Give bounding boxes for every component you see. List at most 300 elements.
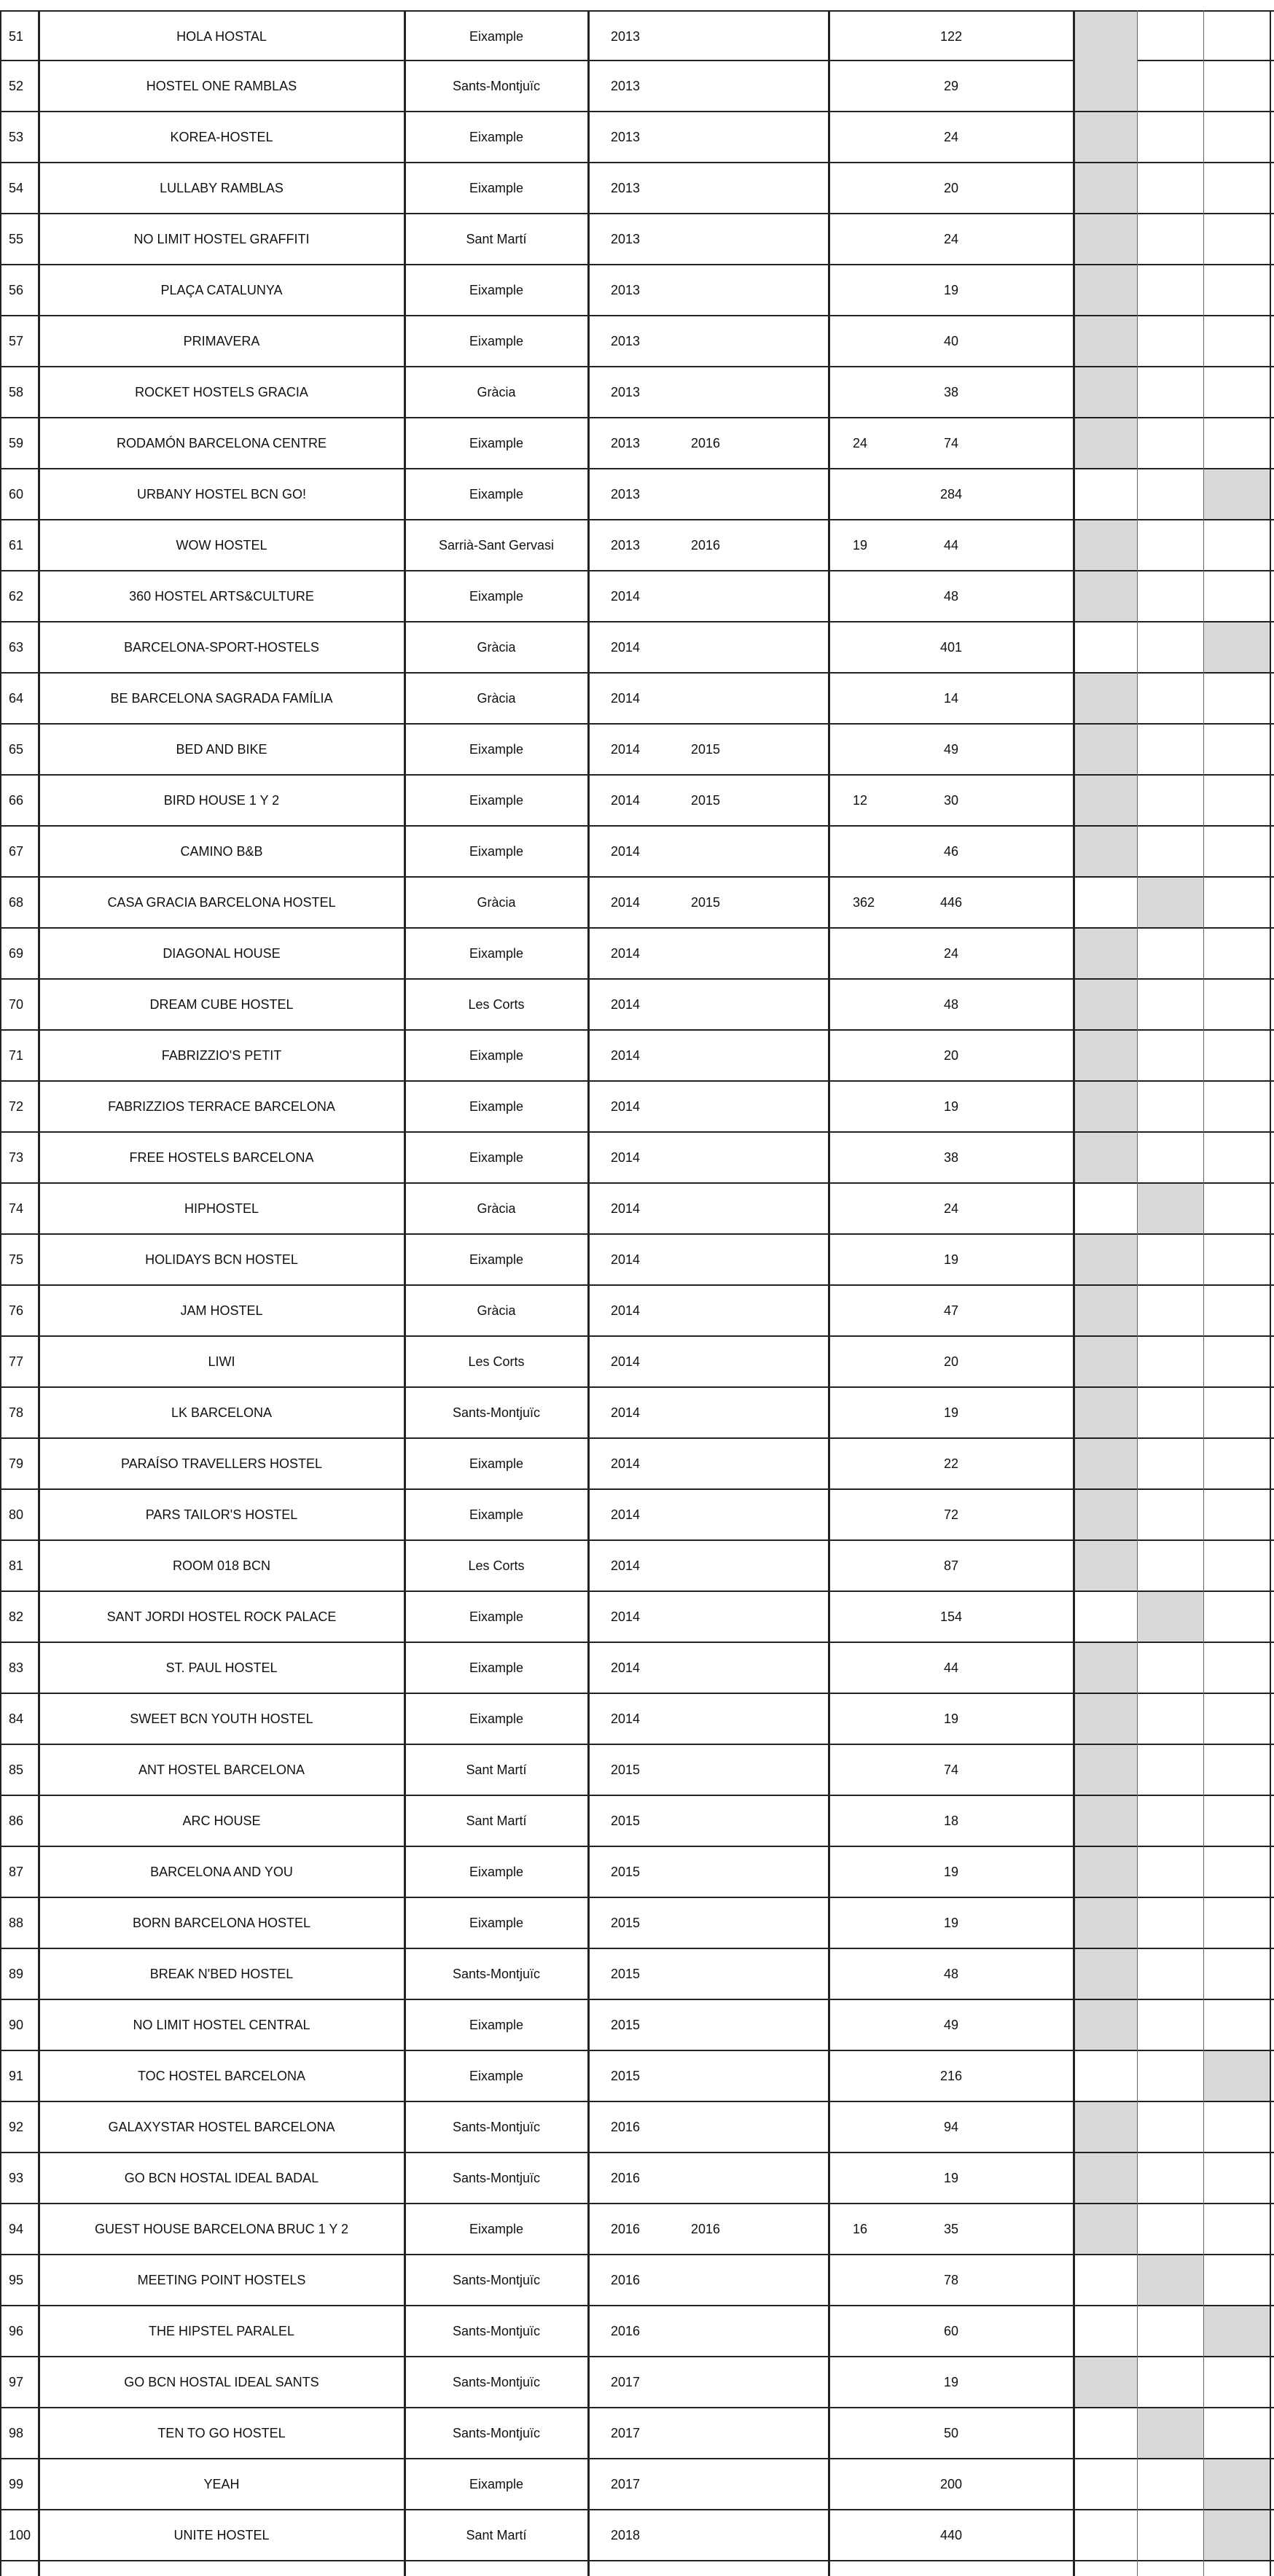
district: Eixample xyxy=(469,283,524,297)
hostel-name: BREAK N'BED HOSTEL xyxy=(149,1967,294,1981)
category-shade-cell xyxy=(1074,1796,1137,1846)
change-year xyxy=(691,1388,749,1437)
table-rule-category-2 xyxy=(1203,10,1204,2576)
opening-year: 2017 xyxy=(611,2375,641,2389)
category-shade-cell xyxy=(1203,2510,1270,2560)
table-row xyxy=(0,1388,1274,1439)
row-number: 51 xyxy=(9,29,24,44)
opening-year: 2013 xyxy=(611,436,641,450)
change-year xyxy=(691,1796,749,1846)
table-row xyxy=(0,1541,1274,1592)
places: 22 xyxy=(943,1456,959,1471)
change-year: 2015 xyxy=(691,895,721,910)
opening-year: 2014 xyxy=(611,1507,641,1522)
table-row xyxy=(0,929,1274,980)
row-number: 59 xyxy=(9,436,24,450)
category-shade-cell xyxy=(1074,1133,1137,1182)
district: Eixample xyxy=(469,2222,524,2236)
change-year xyxy=(691,163,749,213)
table-row xyxy=(0,214,1274,265)
district: Sant Martí xyxy=(466,1814,527,1828)
row-number: 55 xyxy=(9,232,24,246)
district: Eixample xyxy=(469,487,524,501)
row-number: 64 xyxy=(9,691,24,706)
district: Sant Martí xyxy=(466,1763,527,1777)
row-number: 100 xyxy=(9,2528,31,2542)
change-year xyxy=(691,2459,749,2509)
category-shade-cell xyxy=(1137,1592,1203,1642)
district: Eixample xyxy=(469,2069,524,2083)
table-row xyxy=(0,1847,1274,1898)
opening-year: 2014 xyxy=(611,793,641,808)
table-row xyxy=(0,2000,1274,2051)
previous-places: 16 xyxy=(853,2222,868,2236)
row-number: 79 xyxy=(9,1456,24,1471)
row-number: 62 xyxy=(9,589,24,604)
places: 38 xyxy=(943,1150,959,1165)
change-year xyxy=(691,1541,749,1591)
row-number: 87 xyxy=(9,1865,24,1879)
row-number: 61 xyxy=(9,538,24,553)
table-row xyxy=(0,112,1274,163)
category-shade-cell xyxy=(1074,316,1137,366)
district: Gràcia xyxy=(477,1303,516,1318)
previous-places: 12 xyxy=(853,793,868,808)
table-row xyxy=(0,265,1274,316)
district: Sarrià-Sant Gervasi xyxy=(438,538,555,553)
category-shade-cell xyxy=(1074,2000,1137,2050)
table-row xyxy=(0,367,1274,418)
hostel-name: GUEST HOUSE BARCELONA BRUC 1 Y 2 xyxy=(94,2222,349,2236)
places: 49 xyxy=(943,2018,959,2032)
category-shade-cell xyxy=(1074,980,1137,1029)
row-number: 90 xyxy=(9,2018,24,2032)
places: 18 xyxy=(943,1814,959,1828)
category-shade-cell xyxy=(1074,1286,1137,1335)
hostel-name: ROCKET HOSTELS GRACIA xyxy=(135,385,308,399)
change-year xyxy=(691,61,749,111)
places: 24 xyxy=(943,130,959,144)
row-number: 92 xyxy=(9,2120,24,2134)
table-row xyxy=(0,1184,1274,1235)
category-shade-cell xyxy=(1074,2102,1137,2152)
table-row xyxy=(0,2255,1274,2306)
category-shade-cell xyxy=(1074,61,1137,111)
category-shade-cell xyxy=(1074,12,1137,61)
table-row xyxy=(0,2306,1274,2357)
category-shade-cell xyxy=(1074,1235,1137,1284)
table-rule-right xyxy=(1270,10,1271,2576)
places: 19 xyxy=(943,1252,959,1267)
hostel-name: SANT JORDI HOSTEL ROCK PALACE xyxy=(106,1609,337,1624)
places: 446 xyxy=(939,895,963,910)
change-year xyxy=(691,2000,749,2050)
change-year: 2016 xyxy=(691,436,721,450)
hostel-name: RODAMÓN BARCELONA CENTRE xyxy=(116,436,327,450)
category-shade-cell xyxy=(1074,674,1137,723)
table-row xyxy=(0,1439,1274,1490)
district: Les Corts xyxy=(468,1354,525,1369)
hostel-name: ANT HOSTEL BARCELONA xyxy=(138,1763,305,1777)
places: 30 xyxy=(943,793,959,808)
places: 216 xyxy=(939,2069,963,2083)
hostel-name: GO BCN HOSTAL IDEAL SANTS xyxy=(124,2375,319,2389)
hostel-name: CASA GRACIA BARCELONA HOSTEL xyxy=(107,895,336,910)
opening-year: 2015 xyxy=(611,1967,641,1981)
hostel-name: SWEET BCN YOUTH HOSTEL xyxy=(130,1712,313,1726)
row-number: 75 xyxy=(9,1252,24,1267)
change-year xyxy=(691,1898,749,1948)
opening-year: 2014 xyxy=(611,1712,641,1726)
category-shade-cell xyxy=(1074,776,1137,825)
change-year xyxy=(691,1643,749,1693)
row-number: 99 xyxy=(9,2477,24,2491)
row-number: 93 xyxy=(9,2171,24,2185)
places: 74 xyxy=(943,436,959,450)
opening-year: 2016 xyxy=(611,2120,641,2134)
district: Eixample xyxy=(469,844,524,859)
table-row xyxy=(0,1031,1274,1082)
places: 48 xyxy=(943,997,959,1012)
district: Eixample xyxy=(469,1865,524,1879)
opening-year: 2015 xyxy=(611,1814,641,1828)
change-year xyxy=(691,1133,749,1182)
row-number: 84 xyxy=(9,1712,24,1726)
category-shade-cell xyxy=(1074,1949,1137,1999)
row-number: 53 xyxy=(9,130,24,144)
table-row xyxy=(0,2051,1274,2102)
hostel-name: BED AND BIKE xyxy=(176,742,267,757)
category-shade-cell xyxy=(1074,418,1137,468)
opening-year: 2017 xyxy=(611,2477,641,2491)
district: Eixample xyxy=(469,1150,524,1165)
district: Eixample xyxy=(469,589,524,604)
places: 35 xyxy=(943,2222,959,2236)
places: 20 xyxy=(943,1048,959,1063)
district: Sants-Montjuïc xyxy=(452,1967,541,1981)
table-row xyxy=(0,2357,1274,2408)
places: 44 xyxy=(943,1660,959,1675)
category-shade-cell xyxy=(1074,520,1137,570)
change-year xyxy=(691,980,749,1029)
change-year xyxy=(691,1745,749,1795)
category-shade-cell xyxy=(1137,1184,1203,1233)
opening-year: 2016 xyxy=(611,2273,641,2287)
district: Eixample xyxy=(469,2477,524,2491)
opening-year: 2013 xyxy=(611,181,641,195)
district: Eixample xyxy=(469,29,524,44)
hostel-name: NO LIMIT HOSTEL GRAFFITI xyxy=(133,232,310,246)
row-number: 65 xyxy=(9,742,24,757)
change-year xyxy=(691,2306,749,2356)
table-row xyxy=(0,1337,1274,1388)
places: 440 xyxy=(939,2528,963,2542)
district: Eixample xyxy=(469,2018,524,2032)
hostel-name: FREE HOSTELS BARCELONA xyxy=(129,1150,314,1165)
hostel-name: MEETING POINT HOSTELS xyxy=(137,2273,306,2287)
row-number: 97 xyxy=(9,2375,24,2389)
change-year xyxy=(691,1847,749,1897)
change-year xyxy=(691,2510,749,2560)
opening-year: 2014 xyxy=(611,1150,641,1165)
hostel-name: ROOM 018 BCN xyxy=(172,1558,271,1573)
hostel-name: URBANY HOSTEL BCN GO! xyxy=(136,487,307,501)
change-year xyxy=(691,1337,749,1386)
district: Les Corts xyxy=(468,997,525,1012)
category-shade-cell xyxy=(1137,878,1203,927)
category-shade-cell xyxy=(1074,265,1137,315)
change-year xyxy=(691,1592,749,1642)
district: Gràcia xyxy=(477,640,516,655)
hostel-name: 360 HOSTEL ARTS&CULTURE xyxy=(129,589,314,604)
opening-year: 2014 xyxy=(611,1252,641,1267)
table-row xyxy=(0,1694,1274,1745)
table-row xyxy=(0,1796,1274,1847)
table-rule-after-district xyxy=(587,10,590,2576)
hostel-name: BARCELONA-SPORT-HOSTELS xyxy=(124,640,319,655)
places: 48 xyxy=(943,589,959,604)
category-shade-cell xyxy=(1074,929,1137,978)
opening-year: 2015 xyxy=(611,1916,641,1930)
change-year xyxy=(691,674,749,723)
row-number: 95 xyxy=(9,2273,24,2287)
category-shade-cell xyxy=(1074,1082,1137,1131)
hostel-name: HOLA HOSTAL xyxy=(176,29,267,44)
row-number: 89 xyxy=(9,1967,24,1981)
table-row xyxy=(0,725,1274,776)
places: 24 xyxy=(943,232,959,246)
change-year xyxy=(691,1031,749,1080)
district: Gràcia xyxy=(477,691,516,706)
district: Eixample xyxy=(469,1609,524,1624)
row-number: 94 xyxy=(9,2222,24,2236)
hostel-name: PLAÇA CATALUNYA xyxy=(160,283,283,297)
hostel-name: JAM HOSTEL xyxy=(180,1303,263,1318)
hostel-name: TEN TO GO HOSTEL xyxy=(157,2426,286,2440)
opening-year: 2016 xyxy=(611,2171,641,2185)
row-number: 76 xyxy=(9,1303,24,1318)
table-row xyxy=(0,2510,1274,2561)
hostel-name: FABRIZZIOS TERRACE BARCELONA xyxy=(108,1099,335,1114)
opening-year: 2013 xyxy=(611,79,641,93)
table-row xyxy=(0,980,1274,1031)
places: 19 xyxy=(943,2375,959,2389)
places: 19 xyxy=(943,2171,959,2185)
places: 87 xyxy=(943,1558,959,1573)
row-number: 66 xyxy=(9,793,24,808)
hostel-name: PARS TAILOR'S HOSTEL xyxy=(145,1507,298,1522)
change-year xyxy=(691,827,749,876)
previous-places: 19 xyxy=(853,538,868,553)
opening-year: 2014 xyxy=(611,997,641,1012)
category-shade-cell xyxy=(1203,622,1270,672)
table-row xyxy=(0,418,1274,469)
opening-year: 2014 xyxy=(611,1048,641,1063)
category-shade-cell xyxy=(1203,2051,1270,2101)
category-shade-cell xyxy=(1074,367,1137,417)
category-shade-cell xyxy=(1074,1643,1137,1693)
row-number: 57 xyxy=(9,334,24,348)
change-year xyxy=(691,929,749,978)
change-year xyxy=(691,2153,749,2203)
table-row xyxy=(0,827,1274,878)
row-number: 81 xyxy=(9,1558,24,1573)
opening-year: 2017 xyxy=(611,2426,641,2440)
category-shade-cell xyxy=(1074,1694,1137,1744)
places: 19 xyxy=(943,1916,959,1930)
change-year xyxy=(691,214,749,264)
category-shade-cell xyxy=(1074,214,1137,264)
places: 14 xyxy=(943,691,959,706)
table-row xyxy=(0,1745,1274,1796)
change-year xyxy=(691,571,749,621)
row-number: 86 xyxy=(9,1814,24,1828)
hostel-name: TOC HOSTEL BARCELONA xyxy=(137,2069,306,2083)
table-row xyxy=(0,469,1274,520)
category-shade-cell xyxy=(1203,2306,1270,2356)
opening-year: 2013 xyxy=(611,130,641,144)
places: 50 xyxy=(943,2426,959,2440)
opening-year: 2014 xyxy=(611,895,641,910)
category-shade-cell xyxy=(1074,1388,1137,1437)
district: Eixample xyxy=(469,1916,524,1930)
row-number: 54 xyxy=(9,181,24,195)
change-year xyxy=(691,469,749,519)
row-number: 80 xyxy=(9,1507,24,1522)
district: Eixample xyxy=(469,436,524,450)
row-number: 60 xyxy=(9,487,24,501)
row-number: 74 xyxy=(9,1201,24,1216)
category-shade-cell xyxy=(1074,112,1137,162)
hostel-name: DREAM CUBE HOSTEL xyxy=(149,997,294,1012)
row-number: 98 xyxy=(9,2426,24,2440)
places: 122 xyxy=(939,29,963,44)
change-year xyxy=(691,1082,749,1131)
row-number: 67 xyxy=(9,844,24,859)
opening-year: 2013 xyxy=(611,487,641,501)
district: Sants-Montjuïc xyxy=(452,2171,541,2185)
table-row xyxy=(0,1082,1274,1133)
hostel-name: PRIMAVERA xyxy=(183,334,260,348)
table-rule-category-1 xyxy=(1137,10,1138,2576)
table-row xyxy=(0,2153,1274,2204)
table-row xyxy=(0,1286,1274,1337)
district: Eixample xyxy=(469,1456,524,1471)
row-number: 78 xyxy=(9,1405,24,1420)
category-shade-cell xyxy=(1074,827,1137,876)
places: 19 xyxy=(943,1099,959,1114)
hostel-name: LIWI xyxy=(208,1354,235,1369)
opening-year: 2015 xyxy=(611,1763,641,1777)
category-shade-cell xyxy=(1074,1439,1137,1488)
change-year xyxy=(691,1235,749,1284)
district: Eixample xyxy=(469,1048,524,1063)
change-year xyxy=(691,1694,749,1744)
places: 24 xyxy=(943,946,959,961)
row-number: 73 xyxy=(9,1150,24,1165)
table-rule-after-number xyxy=(38,10,40,2576)
hostel-name: BE BARCELONA SAGRADA FAMÍLIA xyxy=(110,691,333,706)
hostel-name: ST. PAUL HOSTEL xyxy=(165,1660,278,1675)
change-year xyxy=(691,316,749,366)
change-year xyxy=(691,367,749,417)
table-row xyxy=(0,316,1274,367)
row-number: 70 xyxy=(9,997,24,1012)
district: Eixample xyxy=(469,1507,524,1522)
hostel-name: LK BARCELONA xyxy=(171,1405,273,1420)
places: 29 xyxy=(943,79,959,93)
category-shade-cell xyxy=(1074,1541,1137,1591)
category-shade-cell xyxy=(1074,571,1137,621)
table-row xyxy=(0,1592,1274,1643)
opening-year: 2013 xyxy=(611,538,641,553)
change-year xyxy=(691,1184,749,1233)
district: Eixample xyxy=(469,334,524,348)
district: Eixample xyxy=(469,1712,524,1726)
district: Eixample xyxy=(469,742,524,757)
change-year xyxy=(691,2102,749,2152)
hostel-name: KOREA-HOSTEL xyxy=(170,130,273,144)
hostel-name: CAMINO B&B xyxy=(180,844,263,859)
category-shade-cell xyxy=(1074,1745,1137,1795)
change-year xyxy=(691,2408,749,2458)
district: Sant Martí xyxy=(466,2528,527,2542)
opening-year: 2016 xyxy=(611,2324,641,2338)
table-row xyxy=(0,776,1274,827)
category-shade-cell xyxy=(1074,1031,1137,1080)
row-number: 91 xyxy=(9,2069,24,2083)
opening-year: 2013 xyxy=(611,334,641,348)
hostel-name: NO LIMIT HOSTEL CENTRAL xyxy=(133,2018,310,2032)
places: 47 xyxy=(943,1303,959,1318)
table-rule-after-name xyxy=(404,10,406,2576)
places: 19 xyxy=(943,1712,959,1726)
hostel-name: GO BCN HOSTAL IDEAL BADAL xyxy=(124,2171,319,2185)
row-number: 77 xyxy=(9,1354,24,1369)
row-number: 56 xyxy=(9,283,24,297)
table-row xyxy=(0,1133,1274,1184)
category-shade-cell xyxy=(1203,2459,1270,2509)
change-year xyxy=(691,12,749,61)
opening-year: 2014 xyxy=(611,589,641,604)
places: 60 xyxy=(943,2324,959,2338)
table-rule-after-places xyxy=(1073,10,1075,2576)
places: 74 xyxy=(943,1763,959,1777)
table-row xyxy=(0,674,1274,725)
district: Gràcia xyxy=(477,895,516,910)
hostel-name: HIPHOSTEL xyxy=(184,1201,259,1216)
opening-year: 2014 xyxy=(611,742,641,757)
table-row xyxy=(0,622,1274,674)
district: Sants-Montjuïc xyxy=(452,2120,541,2134)
places: 19 xyxy=(943,1405,959,1420)
places: 94 xyxy=(943,2120,959,2134)
opening-year: 2016 xyxy=(611,2222,641,2236)
hostel-name: UNITE HOSTEL xyxy=(173,2528,270,2542)
category-shade-cell xyxy=(1074,725,1137,774)
previous-places: 24 xyxy=(853,436,868,450)
district: Eixample xyxy=(469,130,524,144)
hostel-name: YEAH xyxy=(203,2477,240,2491)
table-row xyxy=(0,10,1274,61)
category-shade-cell xyxy=(1074,2204,1137,2254)
hostel-name: WOW HOSTEL xyxy=(176,538,267,553)
table-row xyxy=(0,61,1274,112)
row-number: 58 xyxy=(9,385,24,399)
places: 24 xyxy=(943,1201,959,1216)
row-number: 69 xyxy=(9,946,24,961)
opening-year: 2014 xyxy=(611,1558,641,1573)
